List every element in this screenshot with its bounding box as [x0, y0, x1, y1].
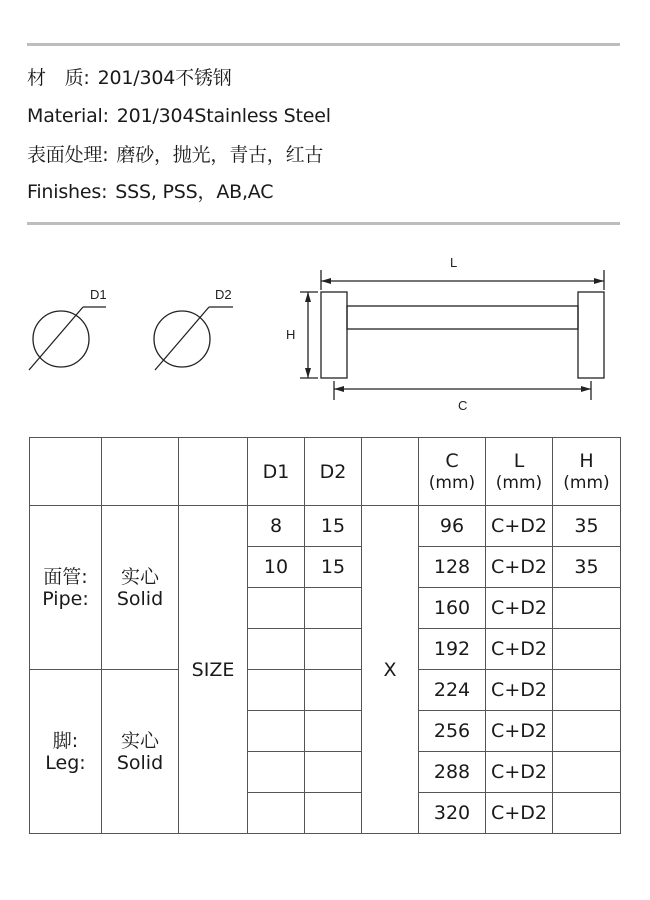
- l-cell: C+D2: [486, 588, 553, 629]
- pipe-label: 面管: Pipe:: [30, 506, 102, 670]
- table-row: [30, 670, 621, 711]
- d1-cell: 8: [248, 506, 305, 547]
- header-blank: [30, 438, 102, 506]
- x-label: X: [362, 506, 419, 834]
- material-cn-line: [27, 66, 232, 90]
- middle-divider: [27, 222, 620, 225]
- handle-right-leg: [578, 292, 604, 378]
- d2-cell: [305, 670, 362, 711]
- c-cell: 96: [419, 506, 486, 547]
- d1-leader-line: [29, 307, 83, 370]
- h-cell: [553, 752, 621, 793]
- d1-cell: [248, 629, 305, 670]
- finish-cn-line: [27, 143, 323, 167]
- c-cell: 288: [419, 752, 486, 793]
- header-l: L (mm): [486, 438, 553, 506]
- l-cell: C+D2: [486, 711, 553, 752]
- size-spec-table: [29, 437, 621, 834]
- d2-cell: [305, 752, 362, 793]
- top-divider: [27, 43, 620, 46]
- header-blank: [179, 438, 248, 506]
- d2-cell: [305, 711, 362, 752]
- table-row: [30, 506, 621, 547]
- d1-cell: [248, 588, 305, 629]
- c-cell: 160: [419, 588, 486, 629]
- center-label: C: [458, 398, 468, 413]
- header-c: C (mm): [419, 438, 486, 506]
- c-cell: 192: [419, 629, 486, 670]
- material-en-label: Material:: [27, 105, 109, 127]
- d1-diameter-circle: [33, 311, 89, 367]
- h-cell: 35: [553, 547, 621, 588]
- finish-en-label: Finishes:: [27, 181, 108, 203]
- d2-cell: 15: [305, 506, 362, 547]
- c-cell: 320: [419, 793, 486, 834]
- d2-cell: [305, 629, 362, 670]
- h-cell: [553, 588, 621, 629]
- d2-leader-line: [155, 307, 209, 370]
- table-header-row: [30, 438, 621, 506]
- d1-label: D1: [90, 287, 107, 302]
- height-label: H: [286, 327, 296, 342]
- handle-left-leg: [321, 292, 347, 378]
- handle-dimension-diagram: [0, 240, 650, 420]
- leg-label: 脚: Leg:: [30, 670, 102, 834]
- c-cell: 224: [419, 670, 486, 711]
- material-en-line: [27, 104, 331, 128]
- finish-cn-label: 表面处理:: [27, 144, 109, 166]
- header-blank: [102, 438, 179, 506]
- c-cell: 128: [419, 547, 486, 588]
- header-h: H (mm): [553, 438, 621, 506]
- h-cell: [553, 793, 621, 834]
- finish-en-line: [27, 180, 273, 204]
- h-cell: 35: [553, 506, 621, 547]
- d1-cell: [248, 793, 305, 834]
- h-cell: [553, 629, 621, 670]
- length-label: L: [450, 255, 458, 270]
- pipe-type: 实心 Solid: [102, 506, 179, 670]
- header-d2: D2: [305, 438, 362, 506]
- h-cell: [553, 670, 621, 711]
- l-cell: C+D2: [486, 629, 553, 670]
- d2-label: D2: [215, 287, 232, 302]
- size-label: SIZE: [179, 506, 248, 834]
- material-en-value: 201/304Stainless Steel: [116, 105, 331, 127]
- d2-cell: 15: [305, 547, 362, 588]
- c-cell: 256: [419, 711, 486, 752]
- d2-cell: [305, 793, 362, 834]
- d1-cell: [248, 670, 305, 711]
- l-cell: C+D2: [486, 670, 553, 711]
- material-cn-value: 201/304不锈钢: [97, 67, 232, 89]
- h-cell: [553, 711, 621, 752]
- d2-cell: [305, 588, 362, 629]
- material-cn-label: 材 质:: [27, 67, 90, 89]
- l-cell: C+D2: [486, 793, 553, 834]
- finish-cn-value: 磨砂，抛光，青古，红古: [116, 144, 324, 166]
- d1-cell: [248, 752, 305, 793]
- d1-cell: 10: [248, 547, 305, 588]
- header-d1: D1: [248, 438, 305, 506]
- l-cell: C+D2: [486, 506, 553, 547]
- d1-cell: [248, 711, 305, 752]
- l-cell: C+D2: [486, 547, 553, 588]
- header-blank: [362, 438, 419, 506]
- leg-type: 实心 Solid: [102, 670, 179, 834]
- finish-en-value: SSS, PSS，AB,AC: [115, 181, 274, 203]
- handle-pipe: [347, 306, 578, 329]
- l-cell: C+D2: [486, 752, 553, 793]
